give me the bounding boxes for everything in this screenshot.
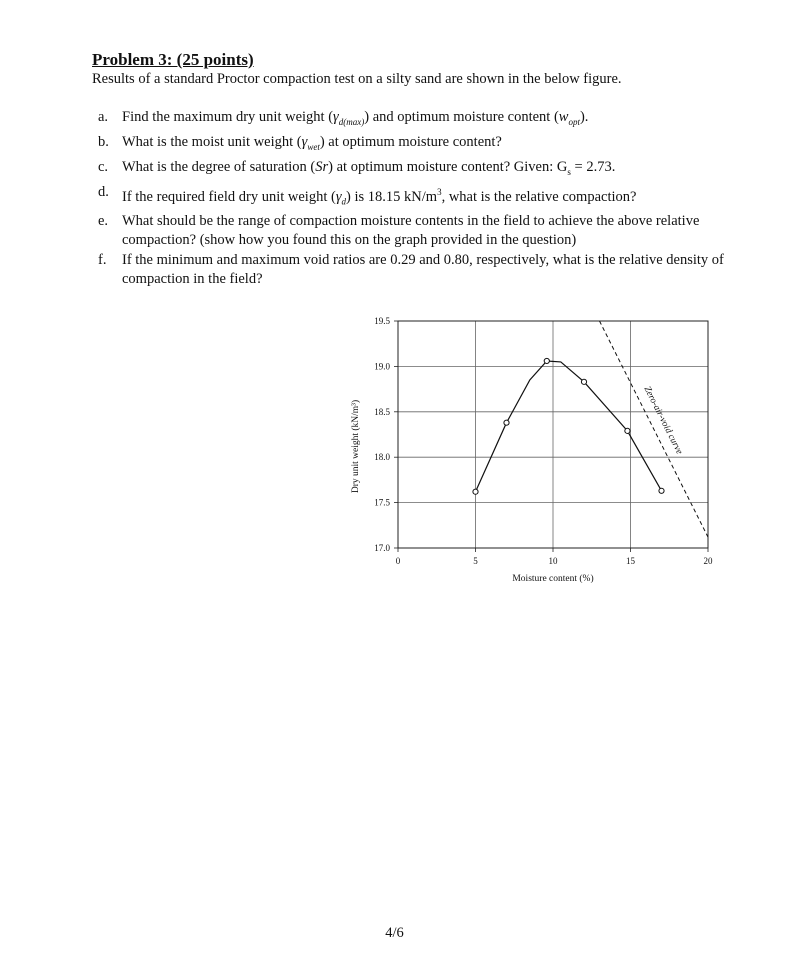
- x-tick-label: 20: [703, 556, 713, 566]
- data-point: [544, 358, 549, 363]
- x-tick-label: 0: [395, 556, 401, 566]
- question-a: a. Find the maximum dry unit weight $(\gamma_{d(max)})$ and optimum moisture content $(w_{opt})$.: [92, 108, 732, 132]
- question-label: a.: [98, 109, 109, 125]
- problem-title: Problem 3: (25 points): [92, 50, 254, 69]
- data-point: [473, 489, 478, 494]
- question-label: d.: [98, 183, 109, 200]
- question-c: c. What is the degree of saturation (Sr) at optimum moisture content? Given: $G_s = 2.73$.: [92, 158, 732, 182]
- y-tick-label: 17.5: [374, 497, 390, 508]
- question-f: f. If the minimum and maximum void ratios are 0.29 and 0.80, respectively, what is the relative density of compaction in the field?: [92, 251, 732, 289]
- data-point: [659, 488, 664, 493]
- question-label: c.: [98, 158, 109, 175]
- compaction-chart: [340, 308, 730, 598]
- question-b: b. What is the moist unit weight $(\gamma_{wet})$ at optimum moisture content?: [92, 133, 732, 157]
- y-tick-label: 19.0: [374, 361, 390, 372]
- page-number: 4/6: [385, 925, 404, 941]
- y-axis-label: Dry unit weight (kN/m³): [351, 399, 361, 494]
- question-label: b.: [98, 133, 109, 150]
- question-label: e.: [98, 213, 109, 230]
- question-d: d. If the required field dry unit weight $(\gamma_d)$ is 18.15 $kN/m^3$, what is the relative compaction?: [92, 183, 732, 212]
- x-tick-label: 5: [473, 556, 478, 566]
- compaction-curve-line: [476, 361, 662, 492]
- y-tick-label: 18.0: [374, 452, 390, 463]
- data-point: [504, 420, 509, 425]
- zero-air-void-line: [600, 321, 709, 537]
- data-point: [625, 428, 630, 433]
- x-axis-label: Moisture content (%): [512, 574, 594, 584]
- zero-air-void-label: Zero-air-void curve: [641, 385, 685, 457]
- y-tick-label: 17.0: [374, 543, 390, 553]
- problem-intro: Results of a standard Proctor compaction test on a silty sand are shown in the below figure.: [92, 71, 622, 87]
- x-tick-label: 10: [548, 556, 558, 566]
- question-e: e. What should be the range of compaction moisture contents in the field to achieve the above relative compaction? (show how you found this on the graph provided in the question): [92, 212, 732, 250]
- y-tick-label: 18.5: [374, 406, 390, 417]
- question-list: [92, 108, 732, 290]
- question-label: f.: [98, 252, 107, 269]
- x-tick-label: 15: [626, 556, 635, 566]
- data-point: [581, 379, 586, 384]
- y-tick-label: 19.5: [374, 316, 390, 326]
